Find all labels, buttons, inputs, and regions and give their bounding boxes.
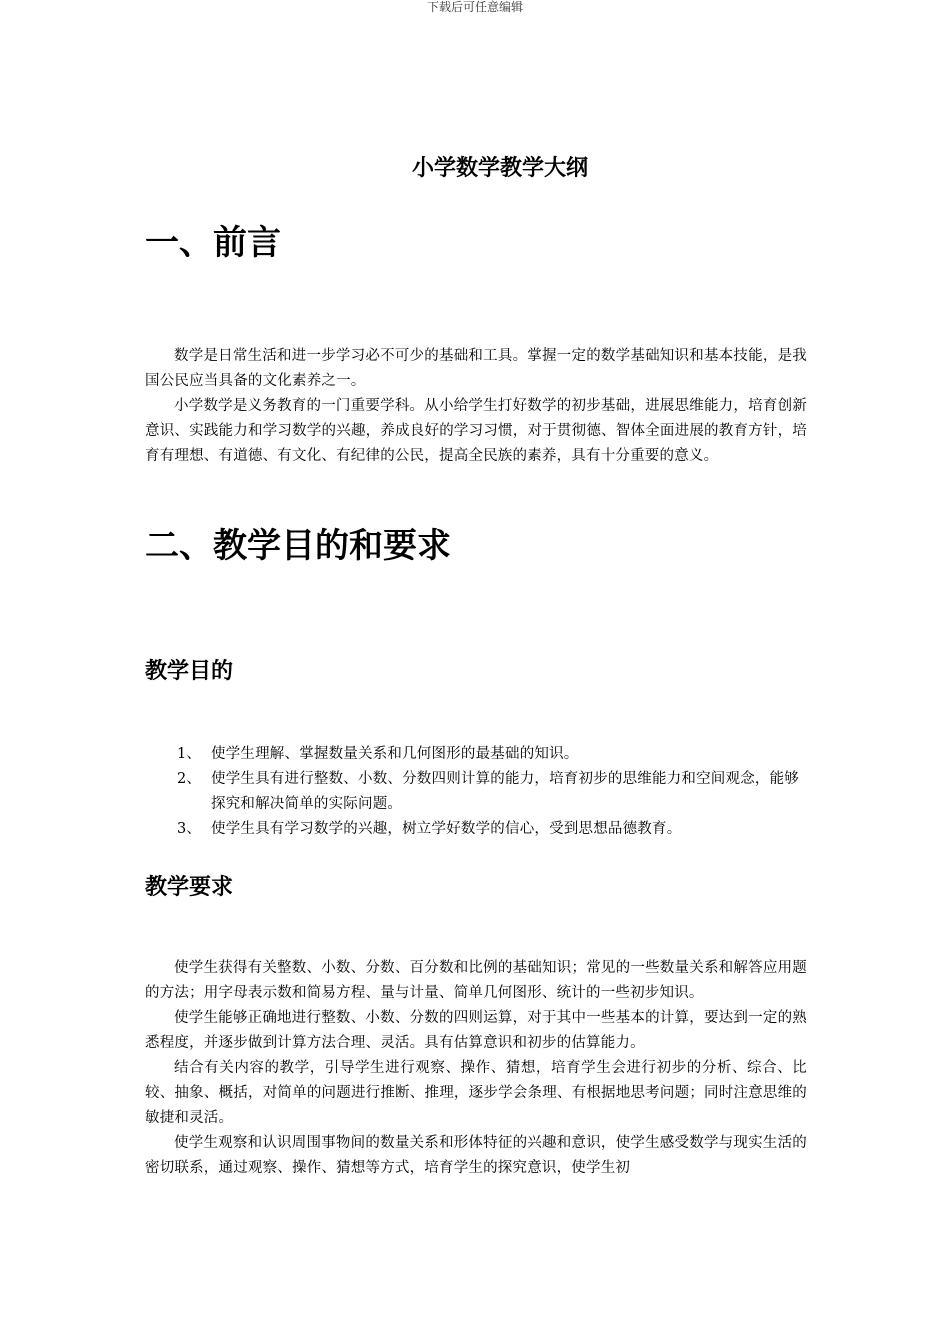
- list-item: [177, 817, 807, 842]
- document-title: 小学数学教学大纲: [411, 156, 588, 181]
- paragraph: 结合有关内容的教学，引导学生进行观察、操作、猜想，培育学生会进行初步的分析、综合、比较、抽象、概括，对简单的问题进行推断、推理，逐步学会条理、有根据地思考问题；同时注意思维的敏捷和灵活。: [145, 1060, 807, 1126]
- subsection-heading-teaching-requirements: 教学要求: [145, 875, 234, 900]
- paragraph: 使学生获得有关整数、小数、分数、百分数和比例的基础知识；常见的一些数量关系和解答应用题的方法；用字母表示数和简易方程、量与计量、简单几何图形、统计的一些初步知识。: [145, 960, 807, 1001]
- teaching-requirements-paragraphs: [145, 956, 807, 1181]
- list-item-text: 使学生具有学习数学的兴趣，树立学好数学的信心，受到思想品德教育。: [211, 821, 682, 837]
- list-item: [177, 742, 807, 767]
- list-item-number: 3、: [177, 821, 202, 837]
- paragraph: 小学数学是义务教育的一门重要学科。从小给学生打好数学的初步基础，进展思维能力，培育创新意识、实践能力和学习数学的兴趣，养成良好的学习习惯，对于贯彻德、智体全面进展的教育方针，培育有理想、有道德、有文化、有纪律的公民，提高全民族的素养，具有十分重要的意义。: [145, 398, 807, 464]
- paragraph: 使学生能够正确地进行整数、小数、分数的四则运算，对于其中一些基本的计算，要达到一定的熟悉程度，并逐步做到计算方法合理、灵活。具有估算意识和初步的估算能力。: [145, 1010, 807, 1051]
- page-header-note: 下载后可任意编辑: [426, 0, 523, 14]
- section-heading-goals: 二、教学目的和要求: [145, 526, 451, 566]
- paragraph: 使学生观察和认识周围事物间的数量关系和形体特征的兴趣和意识，使学生感受数学与现实生活的密切联系，通过观察、操作、猜想等方式，培育学生的探究意识，使学生初: [145, 1135, 807, 1176]
- list-item-text: 使学生理解、掌握数量关系和几何图形的最基础的知识。: [211, 746, 579, 762]
- list-item: [177, 767, 807, 817]
- list-item-number: 2、: [177, 771, 202, 787]
- list-item-number: 1、: [177, 746, 202, 762]
- section-heading-preface: 一、前言: [145, 223, 281, 263]
- subsection-heading-teaching-purpose: 教学目的: [145, 659, 234, 684]
- preface-paragraphs: [145, 344, 807, 469]
- teaching-purpose-list: [177, 742, 807, 842]
- paragraph: 数学是日常生活和进一步学习必不可少的基础和工具。掌握一定的数学基础知识和基本技能，是我国公民应当具备的文化素养之一。: [145, 348, 807, 389]
- list-item-text: 使学生具有进行整数、小数、分数四则计算的能力，培育初步的思维能力和空间观念，能够探究和解决简单的实际问题。: [211, 771, 799, 812]
